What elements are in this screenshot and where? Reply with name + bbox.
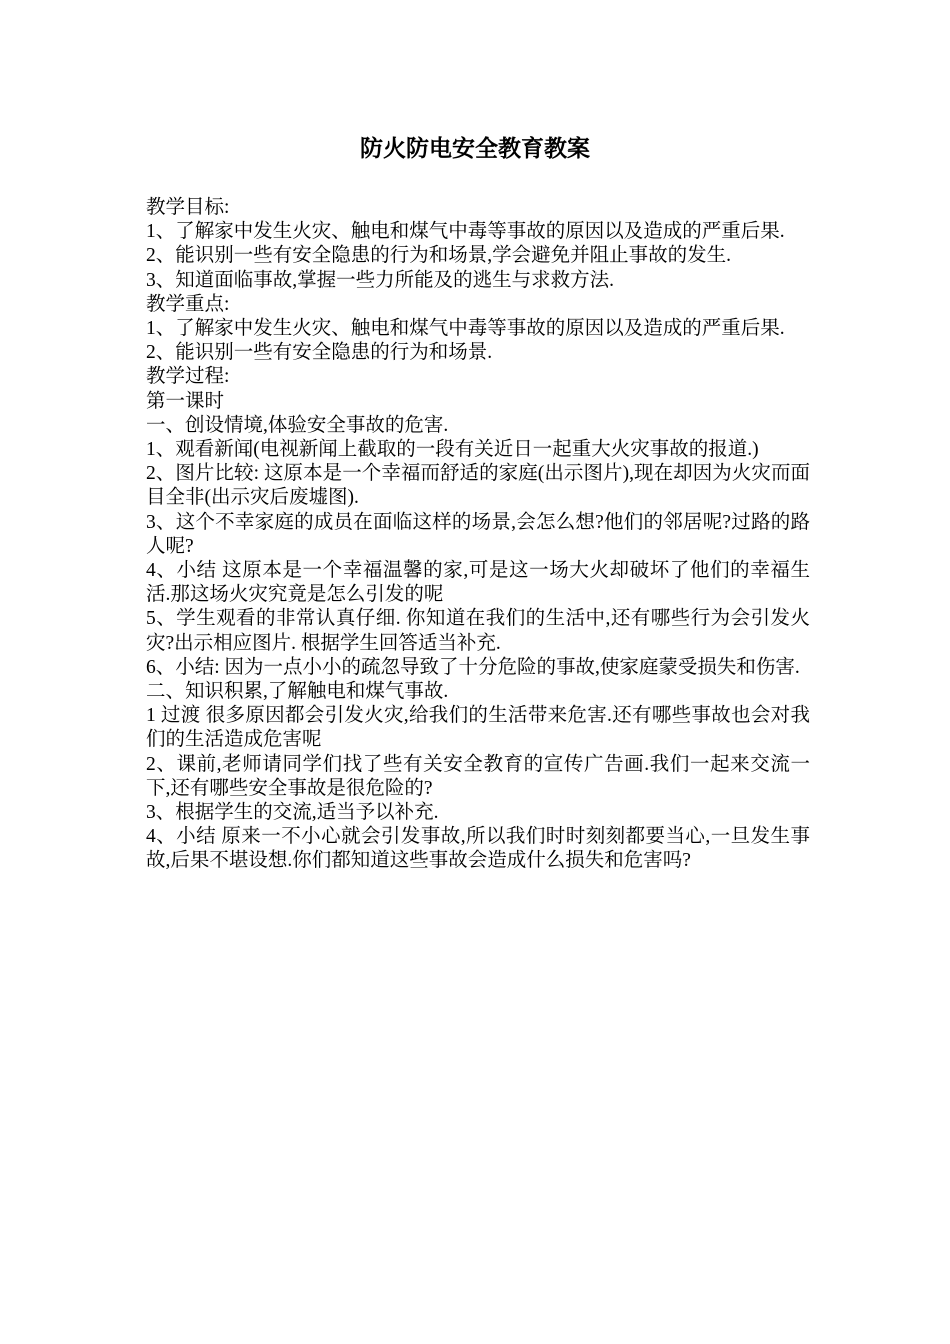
paragraph: 一、创设情境,体验安全事故的危害. xyxy=(146,414,449,436)
document-body xyxy=(146,196,810,874)
paragraph: 5、学生观看的非常认真仔细. 你知道在我们的生活中,还有哪些行为会引发火灾?出示相应图片. 根据学生回答适当补充. xyxy=(146,608,810,654)
paragraph: 二、知识积累,了解触电和煤气事故. xyxy=(146,681,449,703)
paragraph: 教学重点: xyxy=(146,293,230,315)
paragraph: 第一课时 xyxy=(146,390,225,412)
paragraph: 3、这个不幸家庭的成员在面临这样的场景,会怎么想?他们的邻居呢?过路的路人呢? xyxy=(146,511,810,557)
paragraph: 2、能识别一些有安全隐患的行为和场景. xyxy=(146,342,493,364)
paragraph: 1、了解家中发生火灾、触电和煤气中毒等事故的原因以及造成的严重后果. xyxy=(146,221,785,243)
paragraph: 教学过程: xyxy=(146,366,230,388)
paragraph: 4、小结 这原本是一个幸福温馨的家,可是这一场大火却破坏了他们的幸福生活.那这场火灾究竟是怎么引发的呢 xyxy=(146,560,810,606)
paragraph: 2、能识别一些有安全隐患的行为和场景,学会避免并阻止事故的发生. xyxy=(146,245,732,267)
paragraph: 2、图片比较: 这原本是一个幸福而舒适的家庭(出示图片),现在却因为火灾而面目全非(出示灾后废墟图). xyxy=(146,463,810,509)
paragraph: 1、了解家中发生火灾、触电和煤气中毒等事故的原因以及造成的严重后果. xyxy=(146,318,785,340)
document-title: 防火防电安全教育教案 xyxy=(360,135,590,162)
paragraph: 4、小结 原来一不小心就会引发事故,所以我们时时刻刻都要当心,一旦发生事故,后果不堪设想.你们都知道这些事故会造成什么损失和危害吗? xyxy=(146,826,810,872)
paragraph: 1、观看新闻(电视新闻上截取的一段有关近日一起重大火灾事故的报道.) xyxy=(146,439,759,461)
paragraph: 教学目标: xyxy=(146,197,230,218)
paragraph: 1 过渡 很多原因都会引发火灾,给我们的生活带来危害.还有哪些事故也会对我们的生活造成危害呢 xyxy=(146,705,810,751)
paragraph: 2、课前,老师请同学们找了些有关安全教育的宣传广告画.我们一起来交流一下,还有哪些安全事故是很危险的? xyxy=(146,753,810,799)
paragraph: 6、小结: 因为一点小小的疏忽导致了十分危险的事故,使家庭蒙受损失和伤害. xyxy=(146,656,800,678)
paragraph: 3、根据学生的交流,适当予以补充. xyxy=(146,802,439,824)
paragraph: 3、知道面临事故,掌握一些力所能及的逃生与求救方法. xyxy=(146,269,615,291)
